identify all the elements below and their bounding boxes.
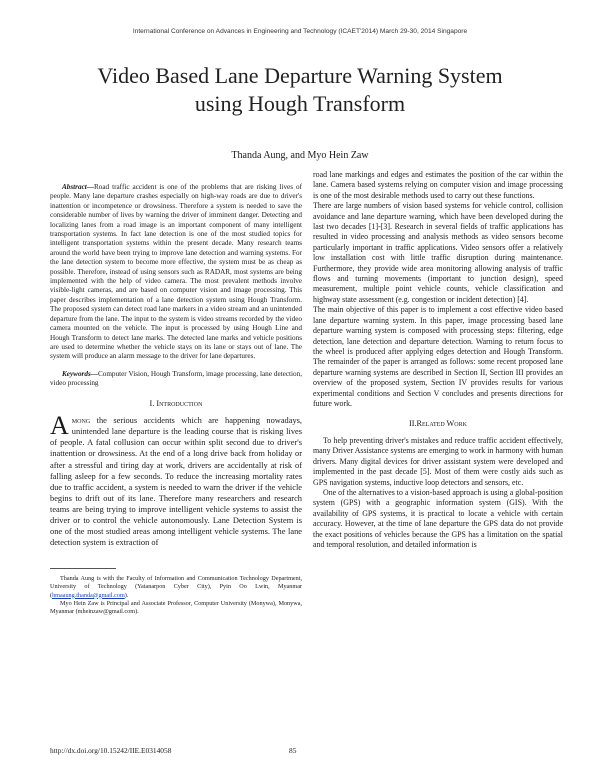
title-line-2: using Hough Transform — [194, 91, 406, 116]
section-heading-introduction — [50, 399, 302, 410]
footnote-author-2: Myo Hein Zaw is Principal and Associate Professor, Computer University (Monywa), Monywa, Myanmar (mheinzaw@gmail.com). — [50, 599, 302, 616]
drop-cap: A — [50, 411, 69, 441]
right-paragraph-5: One of the alternatives to a vision-based approach is using a global-position system (GPS) with a geographic information system (GIS). With the availability of GPS systems, it is practical to locate a vehicle with certain accuracy. However, at the time of lane departure the GPS data do not provide the exact positions of vehicles because the GPS has a limitation on the spatial and temporal resolution, and detailed information is — [313, 487, 563, 549]
running-head: International Conference on Advances in Engineering and Technology (ICAET'2014) March 29-30, 2014 Singapore — [132, 28, 468, 35]
abstract-dash: — — [86, 183, 94, 191]
abstract-label: Abstract — [62, 183, 87, 191]
abstract-text: Road traffic accident is one of the problems that are risking lives of people. Many lane departure crashes especially on high-way roads are due to driver's inattention or incompetence or drowsiness. Therefore a system is needed to save the considerable number of lives by warning the driver of imminent danger. Detecting and localizing lanes from a road image is an important component of many intelligent transportation systems. In fact lane detection is one of the most studied topics for intelligent transportation systems within the present decade. Many research teams around the world have been trying to improve lane detection and warning systems. For the lane detection system to become more effective, the system must be as cheap as possible. Therefore, instead of using sensors such as RADAR, most systems are being implemented with the help of video camera. The most prevalent methods involve visible-light cameras, and are based on computer vision and image processing. This paper describes implementation of a lane detection system using Hough Transform. The proposed system can detect road lane markers in a video stream and an unintended departure from the lane. The input to the system is video streams recorded by the video camera mounted on the vehicle. The input is processed by using Hough Line and Hough Transform to detect lane marks. The detected lane marks and vehicle positions are used to determine whether the vehicle stays on its lane or stays out of lane. The system will produce an alarm message to the driver for lane departures. — [50, 183, 302, 361]
section-heading-related-work — [313, 419, 563, 430]
paper-title — [40, 62, 560, 118]
footnote-1-end: ). — [124, 591, 129, 599]
right-paragraph-1: road lane markings and edges and estimates the position of the car within the lane. Camera based systems relying on computer vision and image processing is one of the most desirable methods used to carry out these functions. — [313, 170, 563, 200]
email-link[interactable]: hmaaung.thanda@gmail.com — [52, 591, 125, 599]
doi-link[interactable]: http://dx.doi.org/10.15242/IIE.E0314058 — [50, 746, 172, 755]
authors: Thanda Aung, and Myo Hein Zaw — [231, 150, 369, 161]
keywords-text: Computer Vision, Hough Transform, image processing, lane detection, video processing — [50, 369, 302, 388]
footnote-rule — [50, 568, 116, 569]
left-column — [50, 183, 302, 616]
right-paragraph-3: The main objective of this paper is to implement a cost effective video based lane departure warning system. In this paper, image processing based lane departure warning system is composed with processing steps: filtering, edge detection, lane detection and departure detection. Warning to return focus to the wheel is produced after applying edges detection and Hough Transform. The remainder of the paper is arranged as follows: some recent proposed lane departure warning systems are described in Section II, Section III provides an overview of the proposed system, Section IV provides results for various experimental conditions and Section V concludes and presents directions for future work. — [313, 305, 563, 408]
section-1-title: Introduction — [156, 398, 203, 408]
intro-text: the serious accidents which are happening nowadays, unintended lane departure is the leading course that is risking lives of people. A fatal collusion can occur within split second due to driver's inattention or drowsiness. At the end of a long drive back from holiday or after a stressful and tiring day at work, drivers are accidentally at risk of falling asleep for a few seconds. To reduce the increasing mortality rates due to traffic accident, a system is needed to warn the driver if the vehicle begins to drift out of its lane. Therefore many researchers and research teams are being trying to improve intelligent vehicle systems to assist the driver or to control the vehicle autonomously. Lane Detection System is one of the most studied areas among intelligent vehicle systems. The lane detection system is extraction of — [50, 416, 302, 548]
right-paragraph-4: To help preventing driver's mistakes and reduce traffic accident effectively, many Driver Assistance systems are emerging to work in harmony with human drivers. Many digital devices for driver assistant system were developed and implemented in the past decade [5]. Most of them were costly aids such as GPS navigation systems, inductive loop detectors and sensors, etc. — [313, 435, 563, 487]
keywords-label: Keywords — [62, 369, 91, 378]
introduction-paragraph — [50, 411, 302, 548]
section-1-number: I. — [149, 398, 155, 408]
footnote-1-text: Thanda Aung is with the Faculty of Information and Communication Technology Department, University of Technology (Yatanarpon Cyber City), Pyin Oo Lwin, Myanmar ( — [50, 575, 302, 599]
introduction-body — [50, 411, 302, 548]
title-line-1: Video Based Lane Departure Warning System — [97, 63, 503, 88]
keywords — [50, 370, 302, 389]
section-2-title: Related Work — [416, 419, 467, 429]
keywords-dash: — — [90, 369, 98, 378]
abstract — [50, 183, 302, 362]
right-column — [313, 170, 563, 550]
page-number: 85 — [289, 746, 297, 755]
right-paragraph-2: There are large numbers of vision based systems for vehicle control, collision avoidance and lane departure warning, which have been developed during the last two decades [1]-[3]. Research in several fields of traffic applications has resulted in video processing and analysis methods as video sensors become particularly important in traffic applications. Video sensors offer a relatively low installation cost with little traffic disruption during maintenance. Furthermore, they provide wide area monitoring allowing analysis of traffic flows and turning movements (important to junction design), speed measurement, multiple point vehicle counts, vehicle classification and highway state assessment (e.g. congestion or incident detection) [4]. — [313, 201, 563, 304]
intro-smallcaps: mong — [71, 416, 91, 426]
section-2-number: II. — [409, 419, 417, 429]
footnote-author-1 — [50, 575, 302, 600]
